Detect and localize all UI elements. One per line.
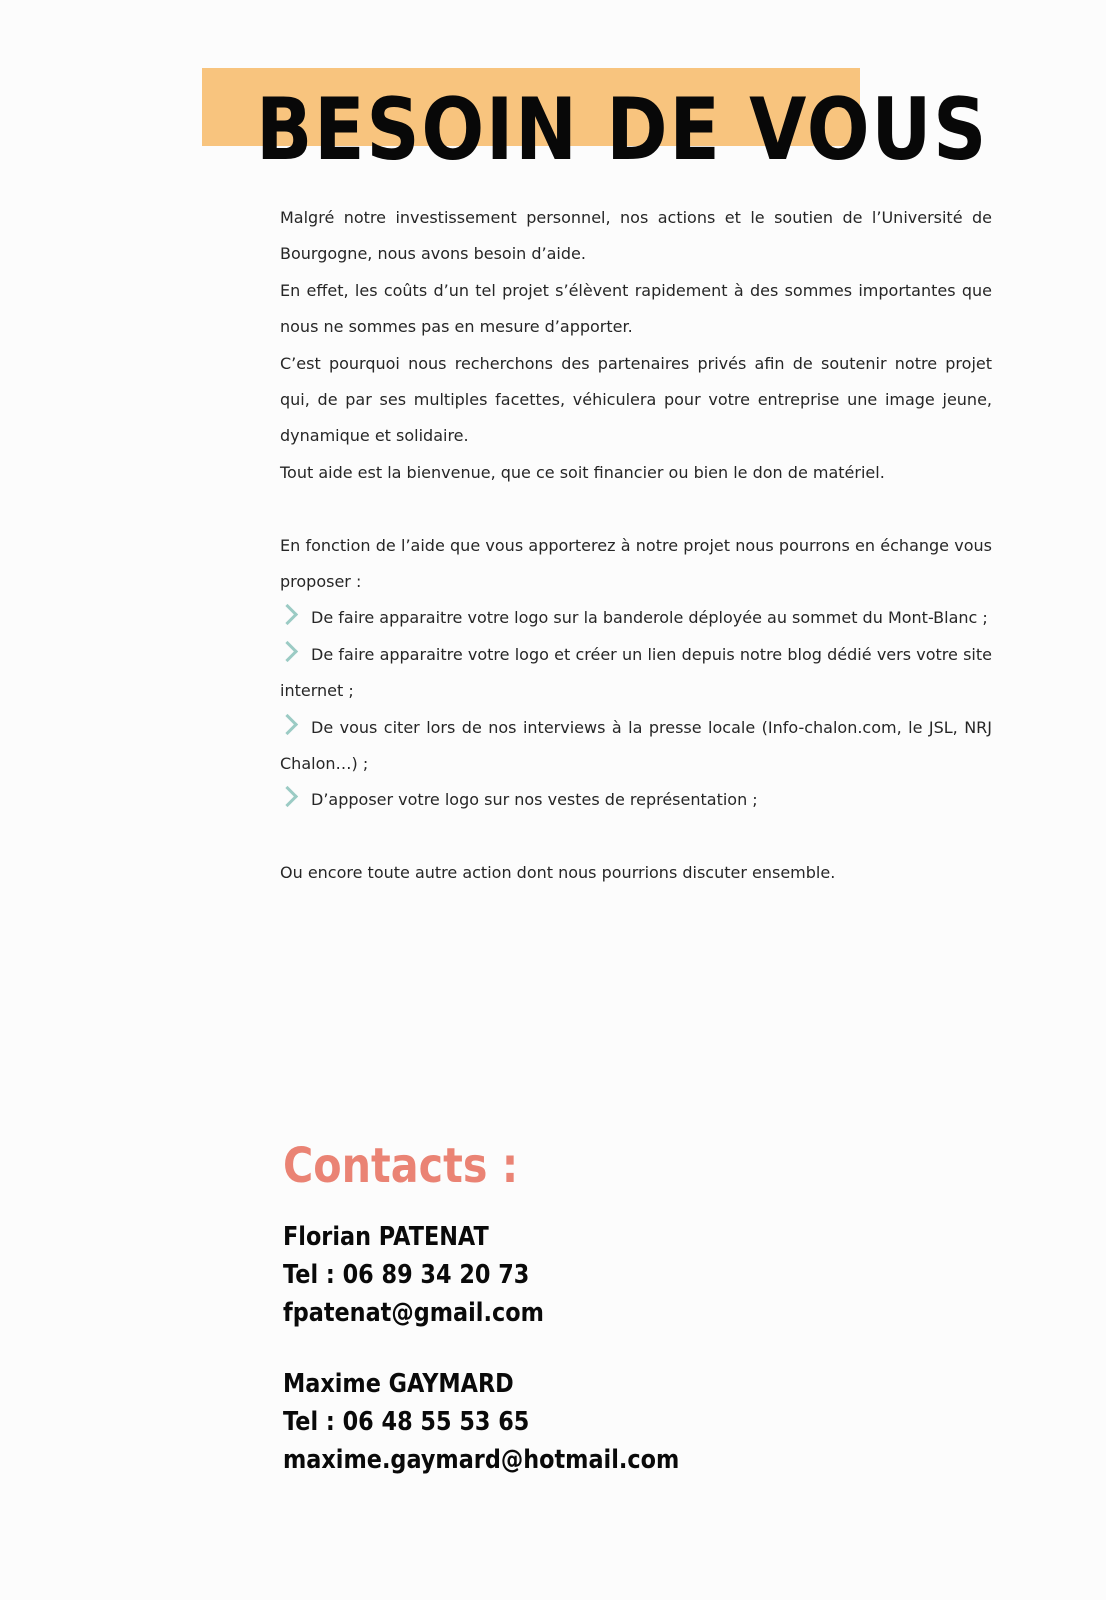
chevron-right-icon <box>277 714 298 735</box>
closing-paragraph: Ou encore toute autre action dont nous pourrions discuter ensemble. <box>280 863 836 883</box>
paragraph: Malgré notre investissement personnel, nos actions et le soutien de l’Université de Bourgogne, nous avons besoin d’aide. <box>280 208 992 264</box>
offer-list-item <box>280 782 992 818</box>
contact-phone: Tel : 06 89 34 20 73 <box>283 1260 530 1290</box>
paragraph-spacer <box>280 491 992 527</box>
body-content <box>280 200 992 892</box>
paragraph: C’est pourquoi nous recherchons des partenaires privés afin de soutenir notre projet qui, de par ses multiples facettes, véhiculera pour votre entreprise une image jeune, dynamique et solidaire. <box>280 353 992 446</box>
contact-card <box>283 1365 679 1479</box>
offer-list-item-text: De vous citer lors de nos interviews à la presse locale (Info-chalon.com, le JSL, NRJ Chalon…) ; <box>280 717 992 774</box>
offer-list-item <box>280 637 992 710</box>
paragraph: Tout aide est la bienvenue, que ce soit financier ou bien le don de matériel. <box>280 462 885 482</box>
offer-list-item <box>280 600 992 636</box>
contacts-heading: Contacts : <box>283 1138 519 1194</box>
contact-card <box>283 1218 544 1332</box>
chevron-right-icon <box>277 786 298 807</box>
chevron-right-icon <box>277 641 298 662</box>
contact-phone: Tel : 06 48 55 53 65 <box>283 1407 530 1437</box>
page-title: BESOIN DE VOUS <box>256 80 989 180</box>
paragraph: En effet, les coûts d’un tel projet s’élèvent rapidement à des sommes importantes que nous ne sommes pas en mesure d’apporter. <box>280 280 992 337</box>
offer-list-item-text: De faire apparaitre votre logo et créer un lien depuis notre blog dédié vers votre site internet ; <box>280 644 992 701</box>
contact-name: Maxime GAYMARD <box>283 1369 514 1399</box>
paragraph-spacer <box>280 819 992 855</box>
contact-name: Florian PATENAT <box>283 1222 489 1252</box>
offer-intro: En fonction de l’aide que vous apporterez à notre projet nous pourrons en échange vous proposer : <box>280 535 992 592</box>
offer-list-item-text: D’apposer votre logo sur nos vestes de représentation ; <box>311 790 758 810</box>
offer-list-item <box>280 710 992 783</box>
offer-list-item-text: De faire apparaitre votre logo sur la banderole déployée au sommet du Mont-Blanc ; <box>311 608 988 628</box>
contact-email: fpatenat@gmail.com <box>283 1298 544 1328</box>
chevron-right-icon <box>277 604 298 625</box>
contact-email: maxime.gaymard@hotmail.com <box>283 1445 680 1475</box>
